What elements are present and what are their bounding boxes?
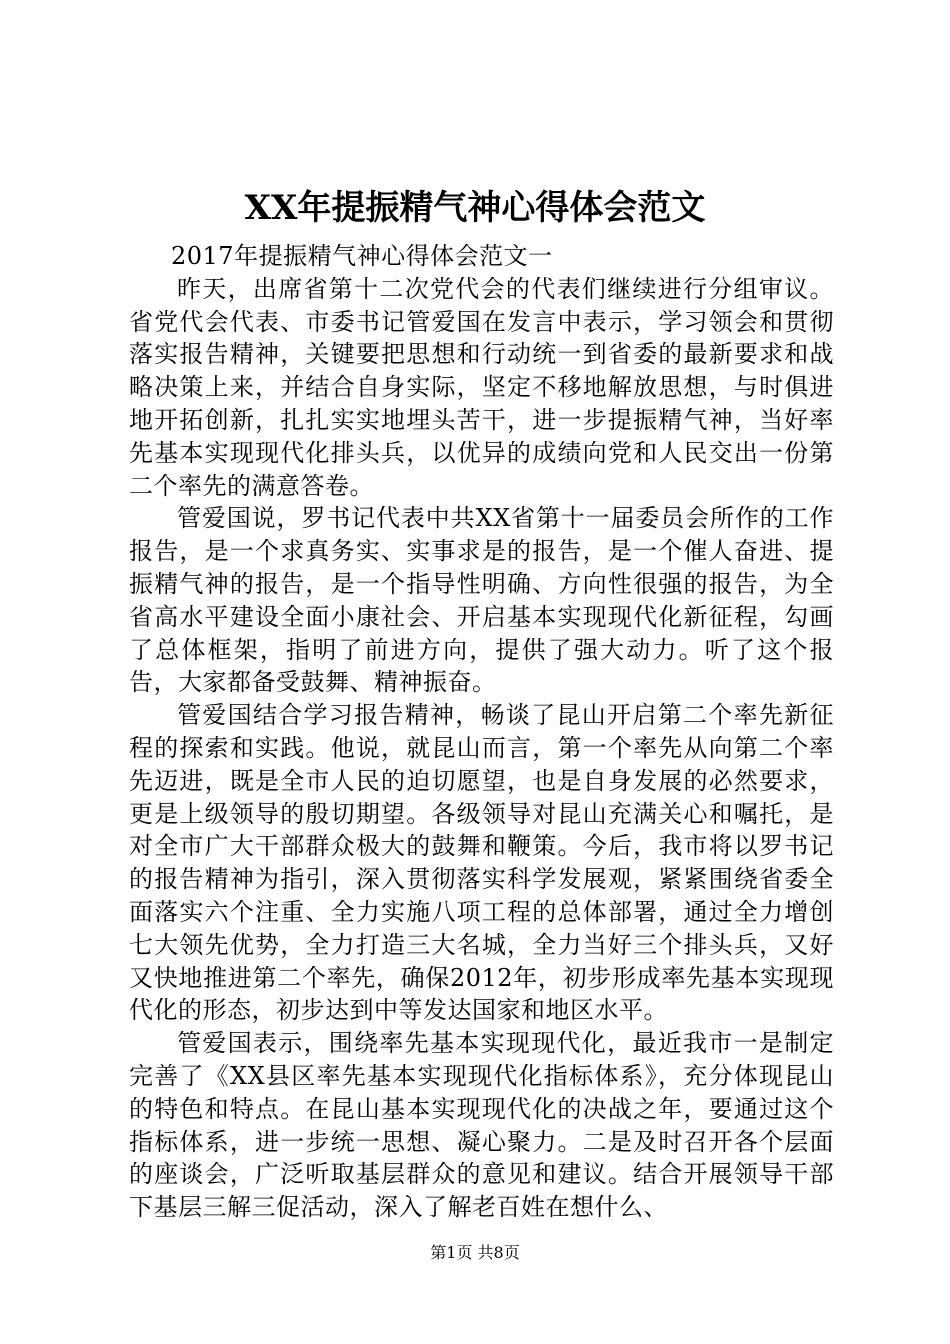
page-number-footer: 第1页 共8页 — [430, 1243, 520, 1262]
document-body — [129, 240, 834, 1224]
paragraph-3: 管爱国结合学习报告精神，畅谈了昆山开启第二个率先新征程的探索和实践。他说，就昆山而言，第一个率先从向第二个率先迈进，既是全市人民的迫切愿望，也是自身发展的必然要求，更是上级领导的殷切期望。各级领导对昆山充满关心和嘱托，是对全市广大干部群众极大的鼓舞和鞭策。今后，我市将以罗书记的报告精神为指引，深入贯彻落实科学发展观，紧紧围绕省委全面落实六个注重、全力实施八项工程的总体部署，通过全力增创七大领先优势，全力打造三大名城，全力当好三个排头兵，又好又快地推进第二个率先，确保2012年，初步形成率先基本实现现代化的形态，初步达到中等发达国家和地区水平。 — [129, 701, 834, 1025]
paragraph-2: 管爱国说，罗书记代表中共XX省第十一届委员会所作的工作报告，是一个求真务实、实事求是的报告，是一个催人奋进、提振精气神的报告，是一个指导性明确、方向性很强的报告，为全省高水平建设全面小康社会、开启基本实现现代化新征程，勾画了总体框架，指明了前进方向，提供了强大动力。听了这个报告，大家都备受鼓舞、精神振奋。 — [129, 504, 834, 697]
section-subtitle: 2017年提振精气神心得体会范文一 — [171, 242, 553, 270]
paragraph-1: 昨天，出席省第十二次党代会的代表们继续进行分组审议。省党代会代表、市委书记管爱国在发言中表示，学习领会和贯彻落实报告精神，关键要把思想和行动统一到省委的最新要求和战略决策上来，并结合自身实际，坚定不移地解放思想，与时俱进地开拓创新，扎扎实实地埋头苦干，进一步提振精气神，当好率先基本实现现代化排头兵，以优异的成绩向党和人民交出一份第二个率先的满意答卷。 — [129, 274, 834, 500]
paragraph-4: 管爱国表示，围绕率先基本实现现代化，最近我市一是制定完善了《XX县区率先基本实现现代化指标体系》，充分体现昆山的特色和特点。在昆山基本实现现代化的决战之年，要通过这个指标体系，进一步统一思想、凝心聚力。二是及时召开各个层面的座谈会，广泛听取基层群众的意见和建议。结合开展领导干部下基层三解三促活动，深入了解老百姓在想什么、 — [129, 1029, 834, 1222]
document-title: XX年提振精气神心得体会范文 — [244, 188, 706, 228]
